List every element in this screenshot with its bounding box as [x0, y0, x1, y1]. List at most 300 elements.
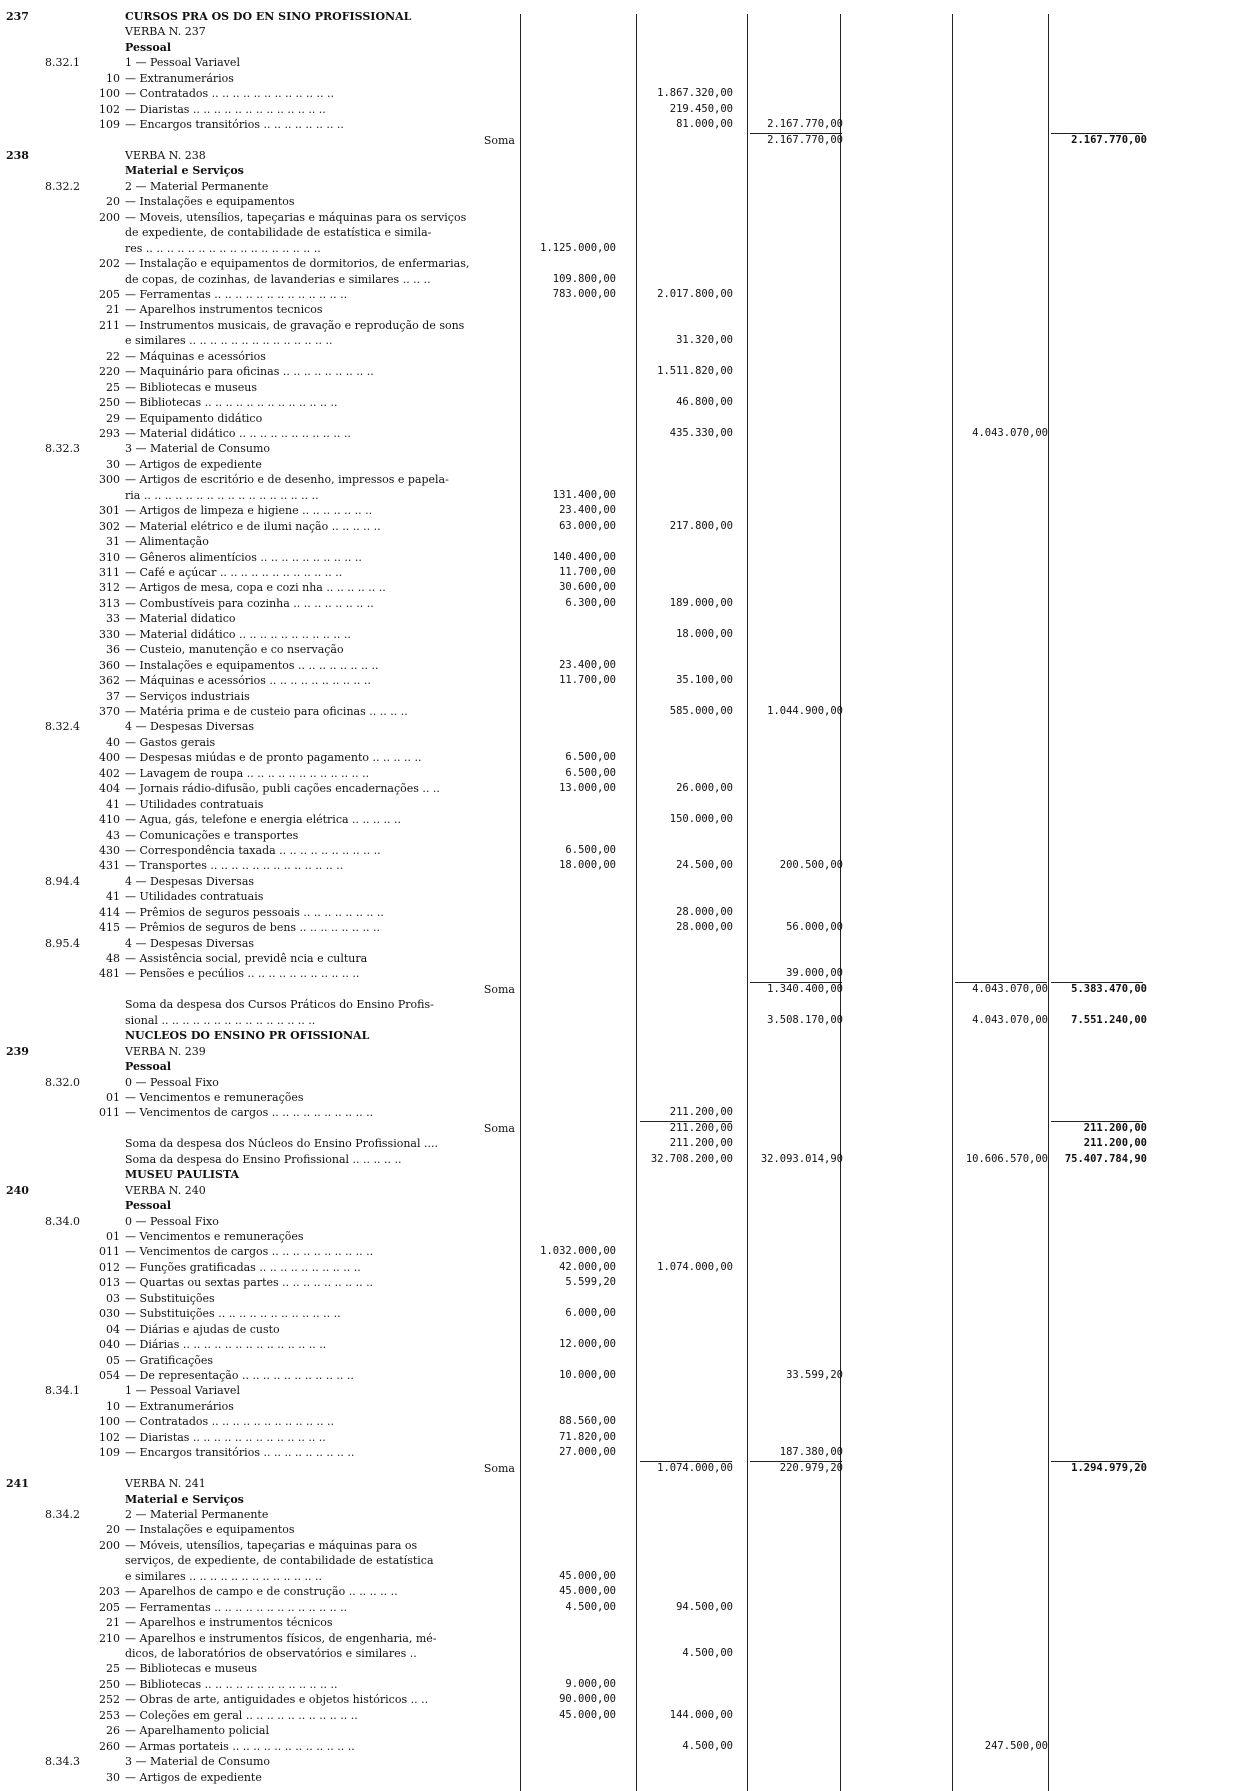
ledger-row [0, 875, 1257, 888]
ledger-row [0, 1106, 1257, 1119]
item-code: 310 [99, 550, 120, 564]
ledger-row [0, 1354, 1257, 1367]
item-code: 430 [99, 843, 120, 857]
ledger-row [0, 921, 1257, 934]
item-description: — Material didatico [125, 612, 236, 626]
item-code: 293 [99, 426, 120, 440]
item-description: — Artigos de expediente [125, 1770, 262, 1784]
ledger-row [0, 813, 1257, 826]
ledger-row [0, 1415, 1257, 1428]
ledger-row [0, 1045, 1257, 1058]
item-code: 300 [99, 473, 120, 487]
total-rule [640, 1461, 732, 1462]
item-description: — Artigos de limpeza e higiene .. .. .. .. .. .. .. [125, 504, 373, 518]
item-description: — Assistência social, previdê ncia e cultura [125, 952, 368, 966]
total-rule [955, 982, 1047, 983]
verba-number: 239 [6, 1044, 29, 1058]
classification-code: 8.32.0 [45, 1075, 80, 1089]
item-code: 360 [99, 658, 120, 672]
item-code: 012 [99, 1260, 120, 1274]
item-code: 100 [99, 87, 120, 101]
total-rule [750, 982, 842, 983]
ledger-row [0, 1678, 1257, 1691]
amount-col-2: 35.100,00 [676, 674, 733, 687]
ledger-row [0, 1261, 1257, 1274]
ledger-row [0, 381, 1257, 394]
amount-col-1: 1.032.000,00 [540, 1245, 616, 1258]
ledger-row [0, 1060, 1257, 1073]
amount-col-1: 23.400,00 [559, 504, 616, 517]
item-code: 431 [99, 859, 120, 873]
amount-col-2: 26.000,00 [676, 782, 733, 795]
item-code: 203 [99, 1585, 120, 1599]
item-code: 330 [99, 627, 120, 641]
amount-col-1: 90.000,00 [559, 1693, 616, 1706]
item-description: Pessoal [125, 1199, 172, 1213]
ledger-row [0, 1632, 1257, 1645]
item-code: 100 [99, 1415, 120, 1429]
item-code: 37 [106, 689, 120, 703]
item-description: — Encargos transitórios .. .. .. .. .. .. .. .. .. [125, 1446, 355, 1460]
item-description: CURSOS PRA OS DO EN SINO PROFISSIONAL [125, 10, 412, 23]
item-code: 36 [106, 643, 120, 657]
ledger-row [0, 1493, 1257, 1506]
item-description: — Contratados .. .. .. .. .. .. .. .. .. .. .. .. [125, 1415, 335, 1429]
item-description: 1 — Pessoal Variavel [125, 1384, 240, 1398]
item-description: 3 — Material de Consumo [125, 442, 271, 456]
amount-col-1: 42.000,00 [559, 1260, 616, 1273]
item-description: Soma da despesa dos Cursos Práticos do Ensino Profis- [125, 998, 434, 1012]
ledger-row [0, 674, 1257, 687]
ledger-row [0, 1647, 1257, 1660]
item-description: 2 — Material Permanente [125, 179, 269, 193]
item-description: — Obras de arte, antiguidades e objetos históricos .. .. [125, 1693, 429, 1707]
item-description: 4 — Despesas Diversas [125, 874, 255, 888]
amount-col-3: 1.044.900,00 [767, 704, 843, 717]
classification-code: 8.34.0 [45, 1214, 80, 1228]
ledger-row [0, 1740, 1257, 1753]
ledger-row [0, 844, 1257, 857]
ledger-row [0, 1323, 1257, 1336]
item-description: sional .. .. .. .. .. .. .. .. .. .. .. .. .. .. .. [125, 1013, 316, 1027]
amount-col-6: 5.383.470,00 [1071, 982, 1147, 995]
ledger-row [0, 1076, 1257, 1089]
ledger-row [0, 489, 1257, 502]
amount-col-1: 45.000,00 [559, 1569, 616, 1582]
item-description: — Aparelhos de campo e de construção .. .. .. .. .. [125, 1585, 398, 1599]
item-description: — Quartas ou sextas partes .. .. .. .. .. .. .. .. .. [125, 1276, 374, 1290]
item-description: — Funções gratificadas .. .. .. .. .. .. .. .. .. .. [125, 1260, 361, 1274]
amount-col-6: 211.200,00 [1083, 1121, 1147, 1134]
ledger-row [0, 396, 1257, 409]
ledger-row [0, 1338, 1257, 1351]
ledger-row [0, 273, 1257, 286]
ledger-row [0, 257, 1257, 270]
ledger-row [0, 1153, 1257, 1166]
item-code: 210 [99, 1631, 120, 1645]
item-description: — Prêmios de seguros pessoais .. .. .. .. .. .. .. .. [125, 905, 384, 919]
item-description: — Moveis, utensílios, tapeçarias e máquinas para os serviços [125, 210, 467, 224]
item-code: 04 [106, 1322, 120, 1336]
item-code: 311 [99, 565, 120, 579]
item-description: — Vencimentos e remunerações [125, 1091, 304, 1105]
ledger-row [0, 767, 1257, 780]
ledger-row [0, 829, 1257, 842]
item-description: e similares .. .. .. .. .. .. .. .. .. .. .. .. .. .. [125, 334, 333, 348]
amount-col-3: 33.599,20 [786, 1369, 843, 1382]
item-description: Pessoal [125, 40, 172, 54]
classification-code: 8.34.2 [45, 1508, 80, 1522]
item-code: 31 [106, 535, 120, 549]
item-description: — Despesas miúdas e de pronto pagamento .. .. .. .. .. [125, 751, 422, 765]
amount-col-2: 46.800,00 [676, 396, 733, 409]
item-description: Material e Serviços [125, 1492, 244, 1506]
item-code: 054 [99, 1369, 120, 1383]
ledger-row [0, 1307, 1257, 1320]
ledger-row [0, 288, 1257, 301]
item-description: — Artigos de mesa, copa e cozi nha .. .. .. .. .. .. [125, 581, 386, 595]
item-description: — Gratificações [125, 1353, 214, 1367]
item-code: 30 [106, 1770, 120, 1784]
item-description: — Alimentação [125, 535, 209, 549]
verba-number: 238 [6, 148, 29, 162]
ledger-row [0, 195, 1257, 208]
amount-col-1: 63.000,00 [559, 519, 616, 532]
item-description: VERBA N. 238 [125, 148, 206, 162]
item-code: 313 [99, 596, 120, 610]
item-description: — Contratados .. .. .. .. .. .. .. .. .. .. .. .. [125, 87, 335, 101]
item-code: 301 [99, 504, 120, 518]
ledger-row [0, 628, 1257, 641]
item-code: 202 [99, 257, 120, 271]
amount-col-1: 6.000,00 [565, 1307, 616, 1320]
item-code: 260 [99, 1739, 120, 1753]
item-code: 102 [99, 102, 120, 116]
ledger-row [0, 1616, 1257, 1629]
item-description: — Café e açúcar .. .. .. .. .. .. .. .. .. .. .. .. [125, 565, 343, 579]
amount-col-1: 783.000,00 [552, 287, 616, 300]
item-code: 40 [106, 735, 120, 749]
amount-col-2: 28.000,00 [676, 905, 733, 918]
amount-col-1: 11.700,00 [559, 565, 616, 578]
ledger-row [0, 1168, 1257, 1181]
item-description: res .. .. .. .. .. .. .. .. .. .. .. .. .. .. .. .. .. [125, 241, 321, 255]
classification-code: 8.94.4 [45, 874, 80, 888]
item-description: — Substituições [125, 1291, 215, 1305]
item-code: 26 [106, 1724, 120, 1738]
item-description: — Combustíveis para cozinha .. .. .. .. .. .. .. .. [125, 596, 374, 610]
item-code: 05 [106, 1353, 120, 1367]
amount-col-2: 585.000,00 [669, 704, 733, 717]
ledger-row [0, 504, 1257, 517]
item-description: Soma [483, 133, 515, 147]
ledger-row [0, 566, 1257, 579]
item-description: — Bibliotecas e museus [125, 380, 257, 394]
item-description: — Aparelhos e instrumentos técnicos [125, 1616, 333, 1630]
ledger-row [0, 612, 1257, 625]
ledger-row [0, 41, 1257, 54]
item-code: 253 [99, 1708, 120, 1722]
item-code: 25 [106, 1662, 120, 1676]
total-rule [750, 1461, 842, 1462]
ledger-row [0, 659, 1257, 672]
ledger-row [0, 1539, 1257, 1552]
item-description: — Serviços industriais [125, 689, 250, 703]
ledger-row [0, 520, 1257, 533]
amount-col-2: 24.500,00 [676, 859, 733, 872]
ledger-row [0, 303, 1257, 316]
amount-col-2: 28.000,00 [676, 921, 733, 934]
item-code: 43 [106, 828, 120, 842]
item-description: — Ferramentas .. .. .. .. .. .. .. .. .. .. .. .. .. [125, 287, 348, 301]
ledger-row [0, 1029, 1257, 1042]
item-description: — Jornais rádio-difusão, publi cações encadernações .. .. [125, 782, 440, 796]
amount-col-2: 189.000,00 [669, 596, 733, 609]
item-description: 0 — Pessoal Fixo [125, 1214, 219, 1228]
item-description: — Instalação e equipamentos de dormitorios, de enfermarias, [125, 257, 470, 271]
amount-col-3: 3.508.170,00 [767, 1013, 843, 1026]
ledger-row [0, 983, 1257, 996]
amount-col-1: 71.820,00 [559, 1430, 616, 1443]
item-description: e similares .. .. .. .. .. .. .. .. .. .. .. .. .. [125, 1569, 322, 1583]
ledger-row [0, 1508, 1257, 1521]
item-description: de expediente, de contabilidade de estatística e simila- [125, 226, 432, 240]
item-description: — Utilidades contratuais [125, 890, 264, 904]
ledger-row [0, 690, 1257, 703]
ledger-row [0, 1292, 1257, 1305]
item-description: — Utilidades contratuais [125, 797, 264, 811]
item-description: — Gêneros alimentícios .. .. .. .. .. .. .. .. .. .. [125, 550, 362, 564]
amount-col-2: 1.074.000,00 [657, 1260, 733, 1273]
amount-col-2: 435.330,00 [669, 426, 733, 439]
ledger-row [0, 1477, 1257, 1490]
ledger-row [0, 72, 1257, 85]
item-code: 211 [99, 318, 120, 332]
item-description: dicos, de laboratórios de observatórios e similares .. [125, 1647, 417, 1660]
item-description: VERBA N. 241 [125, 1477, 206, 1491]
amount-col-3: 2.167.770,00 [767, 118, 843, 131]
ledger-row [0, 1554, 1257, 1567]
amount-col-2: 2.017.800,00 [657, 287, 733, 300]
ledger-row [0, 1709, 1257, 1722]
ledger-row [0, 859, 1257, 872]
item-code: 102 [99, 1430, 120, 1444]
ledger-row [0, 103, 1257, 116]
item-description: — Diaristas .. .. .. .. .. .. .. .. .. .. .. .. .. [125, 1430, 326, 1444]
ledger-row [0, 242, 1257, 255]
amount-col-1: 18.000,00 [559, 859, 616, 872]
item-description: — Extranumerários [125, 1399, 234, 1413]
item-code: 302 [99, 519, 120, 533]
amount-col-2: 32.708.200,00 [650, 1152, 733, 1165]
ledger-row [0, 25, 1257, 38]
amount-col-1: 11.700,00 [559, 674, 616, 687]
amount-col-3: 39.000,00 [786, 967, 843, 980]
item-description: — Instalações e equipamentos .. .. .. .. .. .. .. .. [125, 658, 379, 672]
item-code: 013 [99, 1276, 120, 1290]
amount-col-1: 12.000,00 [559, 1338, 616, 1351]
item-description: — Artigos de expediente [125, 457, 262, 471]
ledger-row [0, 535, 1257, 548]
ledger-row [0, 782, 1257, 795]
item-description: VERBA N. 240 [125, 1183, 206, 1197]
item-description: Soma [483, 1461, 515, 1475]
item-code: 33 [106, 612, 120, 626]
classification-code: 8.32.1 [45, 56, 80, 70]
amount-col-2: 1.867.320,00 [657, 87, 733, 100]
item-description: — Diárias .. .. .. .. .. .. .. .. .. .. .. .. .. .. [125, 1338, 327, 1352]
item-description: Soma [483, 982, 515, 996]
item-description: 3 — Material de Consumo [125, 1755, 271, 1769]
amount-col-5: 4.043.070,00 [972, 1013, 1048, 1026]
item-description: — Coleções em geral .. .. .. .. .. .. .. .. .. .. .. [125, 1708, 358, 1722]
ledger-row [0, 118, 1257, 131]
item-code: 41 [106, 797, 120, 811]
item-code: 200 [99, 210, 120, 224]
ledger-row [0, 1369, 1257, 1382]
amount-col-1: 88.560,00 [559, 1415, 616, 1428]
item-description: — Comunicações e transportes [125, 828, 299, 842]
amount-col-2: 150.000,00 [669, 813, 733, 826]
item-description: — Bibliotecas .. .. .. .. .. .. .. .. .. .. .. .. .. [125, 1677, 338, 1691]
ledger-row [0, 1570, 1257, 1583]
item-code: 41 [106, 890, 120, 904]
item-description: — Agua, gás, telefone e energia elétrica .. .. .. .. .. [125, 813, 401, 827]
item-description: — Material didático .. .. .. .. .. .. .. .. .. .. .. [125, 426, 351, 440]
item-description: — Vencimentos e remunerações [125, 1230, 304, 1244]
ledger-row [0, 1601, 1257, 1614]
item-code: 200 [99, 1538, 120, 1552]
amount-col-2: 211.200,00 [669, 1106, 733, 1119]
ledger-row [0, 180, 1257, 193]
ledger-row [0, 164, 1257, 177]
amount-col-3: 56.000,00 [786, 921, 843, 934]
item-code: 252 [99, 1693, 120, 1707]
amount-col-1: 6.500,00 [565, 766, 616, 779]
item-description: — Ferramentas .. .. .. .. .. .. .. .. .. .. .. .. .. [125, 1600, 348, 1614]
ledger-row [0, 1662, 1257, 1675]
item-code: 250 [99, 1677, 120, 1691]
amount-col-5: 247.500,00 [984, 1739, 1048, 1752]
item-description: de copas, de cozinhas, de lavanderias e similares .. .. .. [125, 272, 431, 286]
item-description: — Correspondência taxada .. .. .. .. .. .. .. .. .. .. [125, 843, 381, 857]
item-description: — Instrumentos musicais, de gravação e reprodução de sons [125, 318, 465, 332]
item-description: — Material elétrico e de ilumi nação .. .. .. .. .. [125, 519, 381, 533]
amount-col-3: 1.340.400,00 [767, 982, 843, 995]
item-description: Soma da despesa do Ensino Profissional .. .. .. .. .. [125, 1152, 402, 1166]
item-description: — De representação .. .. .. .. .. .. .. .. .. .. .. [125, 1369, 354, 1383]
ledger-row [0, 1245, 1257, 1258]
item-code: 040 [99, 1338, 120, 1352]
ledger-row [0, 581, 1257, 594]
amount-col-1: 6.500,00 [565, 843, 616, 856]
ledger-row [0, 473, 1257, 486]
amount-col-2: 211.200,00 [669, 1121, 733, 1134]
amount-col-6: 2.167.770,00 [1071, 133, 1147, 146]
total-rule [1051, 1121, 1143, 1122]
amount-col-3: 220.979,20 [779, 1461, 843, 1474]
item-code: 03 [106, 1291, 120, 1305]
ledger-row [0, 937, 1257, 950]
total-rule [1051, 133, 1143, 134]
item-description: 4 — Despesas Diversas [125, 720, 255, 734]
verba-number: 237 [6, 10, 29, 23]
item-description: — Máquinas e acessórios [125, 349, 266, 363]
item-description: — Máquinas e acessórios .. .. .. .. .. .. .. .. .. .. [125, 674, 371, 688]
amount-col-2: 81.000,00 [676, 118, 733, 131]
item-description: Soma da despesa dos Núcleos do Ensino Profissional .... [125, 1137, 438, 1151]
item-code: 30 [106, 457, 120, 471]
amount-col-2: 18.000,00 [676, 627, 733, 640]
ledger-row [0, 427, 1257, 440]
item-description: — Prêmios de seguros de bens .. .. .. .. .. .. .. .. [125, 921, 380, 935]
item-code: 410 [99, 813, 120, 827]
ledger-row [0, 56, 1257, 69]
amount-col-1: 23.400,00 [559, 658, 616, 671]
item-code: 10 [106, 71, 120, 85]
ledger-row [0, 1091, 1257, 1104]
classification-code: 8.32.2 [45, 179, 80, 193]
item-description: 0 — Pessoal Fixo [125, 1075, 219, 1089]
item-description: — Diaristas .. .. .. .. .. .. .. .. .. .. .. .. .. [125, 102, 326, 116]
amount-col-5: 4.043.070,00 [972, 426, 1048, 439]
item-description: — Aparelhos e instrumentos físicos, de engenharia, mé- [125, 1631, 437, 1645]
ledger-row [0, 319, 1257, 332]
ledger-row [0, 1384, 1257, 1397]
item-code: 415 [99, 921, 120, 935]
item-code: 312 [99, 581, 120, 595]
amount-col-3: 2.167.770,00 [767, 133, 843, 146]
amount-col-2: 4.500,00 [682, 1647, 733, 1659]
item-code: 20 [106, 1523, 120, 1537]
item-code: 48 [106, 952, 120, 966]
ledger-row [0, 1693, 1257, 1706]
ledger-row [0, 1276, 1257, 1289]
amount-col-1: 140.400,00 [552, 550, 616, 563]
amount-col-1: 10.000,00 [559, 1369, 616, 1382]
ledger-row [0, 551, 1257, 564]
item-description: — Lavagem de roupa .. .. .. .. .. .. .. .. .. .. .. .. [125, 766, 370, 780]
item-code: 22 [106, 349, 120, 363]
ledger-row [0, 211, 1257, 224]
ledger-row [0, 952, 1257, 965]
ledger-row [0, 1400, 1257, 1413]
total-rule [750, 133, 842, 134]
ledger-row [0, 1122, 1257, 1135]
ledger-row [0, 87, 1257, 100]
item-code: 20 [106, 195, 120, 209]
amount-col-2: 211.200,00 [669, 1137, 733, 1150]
item-description: — Material didático .. .. .. .. .. .. .. .. .. .. .. [125, 627, 351, 641]
ledger-row [0, 1724, 1257, 1737]
item-description: — Artigos de escritório e de desenho, impressos e papela- [125, 473, 449, 487]
amount-col-2: 94.500,00 [676, 1600, 733, 1613]
ledger-row [0, 350, 1257, 363]
item-description: 2 — Material Permanente [125, 1508, 269, 1522]
ledger-row [0, 1137, 1257, 1150]
item-description: 1 — Pessoal Variavel [125, 56, 240, 70]
item-code: 481 [99, 967, 120, 981]
amount-col-1: 5.599,20 [565, 1276, 616, 1289]
ledger-row [0, 365, 1257, 378]
ledger-row [0, 1771, 1257, 1784]
amount-col-1: 4.500,00 [565, 1600, 616, 1613]
amount-col-3: 200.500,00 [779, 859, 843, 872]
amount-col-1: 9.000,00 [565, 1677, 616, 1690]
amount-col-6: 1.294.979,20 [1071, 1461, 1147, 1474]
amount-col-2: 1.511.820,00 [657, 365, 733, 378]
item-code: 220 [99, 365, 120, 379]
